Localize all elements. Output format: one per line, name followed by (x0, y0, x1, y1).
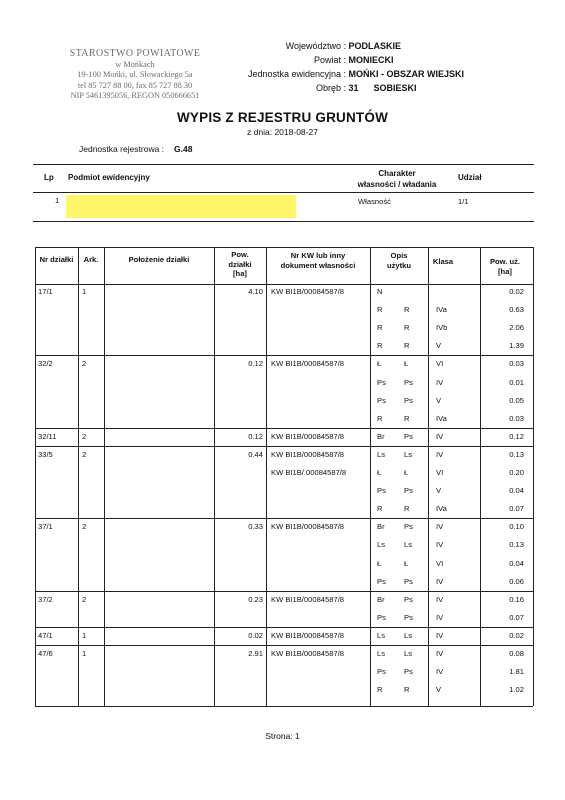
use-area: 0.02 (509, 287, 524, 296)
soil-class: IV (436, 431, 444, 441)
parcel-separator (35, 428, 533, 429)
parcel-number: 32/2 (38, 359, 53, 369)
use-code-primary: Ł (377, 468, 382, 477)
table-column-rule (533, 247, 534, 706)
parcel-separator (35, 446, 533, 447)
soil-class: VI (436, 359, 444, 369)
registry-unit-value: G.48 (174, 144, 193, 154)
header-value: MONIECKI (348, 55, 394, 65)
use-area: 0.20 (509, 468, 524, 477)
use-code-primary: Br (377, 594, 385, 604)
use-area: 0.13 (509, 540, 524, 550)
parcel-number: 37/1 (38, 522, 53, 532)
soil-class: IV (436, 649, 444, 658)
use-area: 0.04 (509, 558, 524, 568)
parcel-kw-number: KW BI1B/00084587/8 (271, 359, 345, 369)
owner-charakter: Własność (358, 197, 391, 206)
col-header-powuz-line: Pow. uż. (489, 257, 521, 266)
table-top-rule (35, 247, 533, 248)
use-code-secondary: R (404, 305, 410, 315)
table-header-rule (35, 284, 533, 285)
soil-class: IVb (436, 323, 448, 333)
use-area: 1.02 (509, 685, 524, 695)
use-code-secondary: Ps (404, 431, 413, 441)
owners-header-lp: Lp (44, 173, 54, 182)
col-header-powuz (480, 257, 530, 276)
use-area: 0.03 (509, 359, 524, 369)
parcel-area: 4.10 (248, 287, 263, 296)
use-code-secondary: Ł (404, 468, 409, 477)
owners-header-charakter-line2: własności / władania (357, 180, 437, 189)
use-code-secondary: Ls (404, 630, 413, 640)
parcel-area: 0.02 (248, 630, 263, 640)
parcel-number: 32/11 (38, 431, 57, 441)
col-header-opis-line: użytku (386, 260, 412, 270)
table-column-rule (78, 247, 79, 706)
document-title: WYPIS Z REJESTRU GRUNTÓW (176, 110, 389, 125)
use-code-primary: R (377, 305, 383, 315)
header-value: MOŃKI - OBSZAR WIEJSKI (348, 69, 465, 79)
soil-class: IV (436, 522, 444, 532)
parcel-sheet: 2 (82, 431, 87, 441)
use-area: 0.07 (509, 612, 524, 622)
parcel-number: 47/1 (38, 630, 53, 640)
parcel-number: 37/2 (38, 594, 53, 604)
use-area: 0.03 (509, 413, 524, 423)
use-code-secondary: Ls (404, 540, 413, 550)
stamp-line: tel 85 727 88 00, fax 85 727 88 30 (77, 80, 193, 90)
col-header-pow-line: [ha] (233, 269, 247, 278)
parcel-separator (35, 645, 533, 646)
parcel-area: 0.12 (248, 431, 263, 441)
soil-class: IVa (436, 504, 447, 514)
use-code-secondary: Ps (404, 522, 413, 532)
owner-udzial: 1/1 (458, 197, 469, 206)
use-code-primary: Ł (377, 359, 382, 369)
use-code-primary: Ps (377, 486, 386, 496)
col-header-polozenie: Położenie działki (128, 255, 190, 264)
soil-class: V (436, 341, 442, 351)
soil-class: IV (436, 576, 444, 586)
use-area: 0.10 (509, 522, 524, 532)
col-header-klasa: Klasa (432, 257, 454, 266)
registry-unit-label: Jednostka rejestrowa : (79, 144, 165, 154)
soil-class: IVa (436, 305, 447, 315)
use-code-primary: R (377, 341, 383, 351)
use-code-primary: R (377, 323, 383, 333)
parcel-sheet: 1 (82, 649, 87, 658)
use-code-secondary: Ls (404, 449, 413, 459)
use-code-secondary: Ls (404, 649, 413, 658)
soil-class: IV (436, 612, 444, 622)
table-column-rule (35, 247, 36, 706)
parcel-number: 17/1 (38, 287, 53, 296)
parcel-area: 0.23 (248, 594, 263, 604)
owners-header-podmiot: Podmiot ewidencyjny (68, 173, 150, 182)
soil-class: V (436, 395, 442, 405)
col-header-opis (370, 251, 428, 270)
stamp-line: STAROSTWO POWIATOWE (69, 48, 201, 59)
use-code-secondary: R (404, 413, 410, 423)
col-header-kw-line: Nr KW lub inny (290, 251, 346, 260)
parcel-sheet: 1 (82, 630, 87, 640)
col-header-kw-line: dokument własności (280, 260, 356, 270)
use-code-primary: Ls (377, 540, 386, 550)
page-footer: Strona: 1 (265, 731, 300, 741)
use-code-secondary: R (404, 685, 410, 695)
parcel-number: 33/5 (38, 449, 53, 459)
use-area: 0.01 (509, 377, 524, 387)
use-code-primary: Ps (377, 377, 386, 387)
use-area: 2.06 (509, 323, 524, 333)
stamp-line: NIP 5461395056, REGON 050666651 (70, 91, 200, 100)
parcel-kw-number: KW BI1B/00084587/8 (271, 594, 345, 604)
parcel-sheet: 2 (82, 449, 87, 459)
soil-class: V (436, 486, 442, 496)
table-column-rule (370, 247, 371, 706)
col-header-pow-line: działki (228, 259, 252, 269)
table-column-rule (104, 247, 105, 706)
owners-header-udzial: Udział (458, 173, 482, 182)
parcel-separator (35, 627, 533, 628)
col-header-pow-line: Pow. (231, 250, 249, 259)
use-code-primary: Ls (377, 630, 386, 640)
soil-class: VI (436, 468, 444, 477)
use-code-primary: Ps (377, 395, 386, 405)
parcel-area: 2.91 (248, 649, 263, 658)
use-area: 1.81 (509, 667, 524, 677)
col-header-opis-line: Opis (390, 251, 408, 260)
use-code-primary: Ls (377, 449, 386, 459)
soil-class: IV (436, 377, 444, 387)
stamp-line: 19-100 Mońki, ul. Słowackiego 5a (77, 70, 193, 79)
use-code-secondary: R (404, 341, 410, 351)
use-code-primary: Ł (377, 558, 382, 568)
use-code-secondary: Ps (404, 594, 413, 604)
owners-header-charakter-line1: Charakter (378, 169, 416, 178)
document-date: z dnia: 2018-08-27 (247, 127, 318, 137)
use-code-primary: Br (377, 431, 385, 441)
parcel-area: 0.44 (248, 449, 263, 459)
owner-lp: 1 (55, 196, 60, 205)
parcel-kw-number: KW BI1B/00084587/8 (271, 649, 345, 658)
use-code-primary: R (377, 413, 383, 423)
soil-class: IVa (436, 413, 447, 423)
header-value: 31 SOBIESKI (348, 83, 417, 93)
use-area: 0.13 (509, 449, 524, 459)
col-header-ark: Ark. (83, 255, 99, 264)
parcel-sheet: 1 (82, 287, 87, 296)
parcel-kw-number: KW BI1B/00084587/8 (271, 287, 345, 296)
use-code-primary: Ls (377, 649, 386, 658)
parcel-kw-number: KW BI1B/00084587/8 (271, 522, 345, 532)
use-code-secondary: Ł (404, 359, 409, 369)
use-area: 0.07 (509, 504, 524, 514)
use-code-primary: R (377, 504, 383, 514)
soil-class: IV (436, 630, 444, 640)
parcel-sheet: 2 (82, 359, 87, 369)
use-area: 1.39 (509, 341, 524, 351)
use-area: 0.04 (509, 486, 524, 496)
soil-class: V (436, 685, 442, 695)
use-code-secondary: Ps (404, 576, 413, 586)
parcel-area: 0.12 (248, 359, 263, 369)
use-code-primary: R (377, 685, 383, 695)
parcel-kw-number: KW BI1B/00084587/8 (271, 431, 345, 441)
soil-class: VI (436, 558, 444, 568)
header-label: Obręb : (315, 83, 346, 93)
header-value: PODLASKIE (348, 41, 402, 51)
use-code-secondary: Ps (404, 612, 413, 622)
use-code-secondary: Ps (404, 377, 413, 387)
use-area: 0.06 (509, 576, 524, 586)
use-code-secondary: Ł (404, 558, 409, 568)
use-code-primary: Ps (377, 667, 386, 677)
parcel-area: 0.33 (248, 522, 263, 532)
col-header-powuz-line: [ha] (498, 266, 512, 276)
parcel-kw-number: KW BI1B/00084587/8 (271, 449, 345, 459)
use-area: 0.05 (509, 395, 524, 405)
use-code-secondary: R (404, 323, 410, 333)
use-area: 0.02 (509, 630, 524, 640)
col-header-kw (266, 251, 370, 270)
header-label: Powiat : (313, 55, 346, 65)
parcel-kw-number: KW BI1B/ 00084587/8 (271, 468, 347, 477)
soil-class: IV (436, 594, 444, 604)
stamp-line: w Mońkach (115, 59, 155, 69)
table-column-rule (428, 247, 429, 706)
use-code-primary: Br (377, 522, 385, 532)
header-label: Województwo : (285, 41, 346, 51)
table-column-rule (266, 247, 267, 706)
use-area: 0.16 (509, 594, 524, 604)
use-area: 0.12 (509, 431, 524, 441)
use-code-primary: Ps (377, 612, 386, 622)
parcel-number: 47/6 (38, 649, 53, 658)
soil-class: IV (436, 667, 444, 677)
use-code-secondary: R (404, 504, 410, 514)
col-header-pow (214, 250, 266, 279)
parcel-sheet: 2 (82, 594, 87, 604)
table-bottom-rule (35, 706, 533, 707)
parcel-separator (35, 591, 533, 592)
header-label: Jednostka ewidencyjna : (247, 69, 346, 79)
parcel-kw-number: KW BI1B/00084587/8 (271, 630, 345, 640)
soil-class: IV (436, 540, 444, 550)
use-code-primary: N (377, 287, 383, 296)
use-code-primary: Ps (377, 576, 386, 586)
use-code-secondary: Ps (404, 667, 413, 677)
col-header-nr: Nr działki (39, 255, 74, 264)
parcel-sheet: 2 (82, 522, 87, 532)
use-area: 0.63 (509, 305, 524, 315)
parcel-separator (35, 518, 533, 519)
soil-class: IV (436, 449, 444, 459)
use-code-secondary: Ps (404, 486, 413, 496)
parcel-separator (35, 355, 533, 356)
use-code-secondary: Ps (404, 395, 413, 405)
use-area: 0.08 (509, 649, 524, 658)
